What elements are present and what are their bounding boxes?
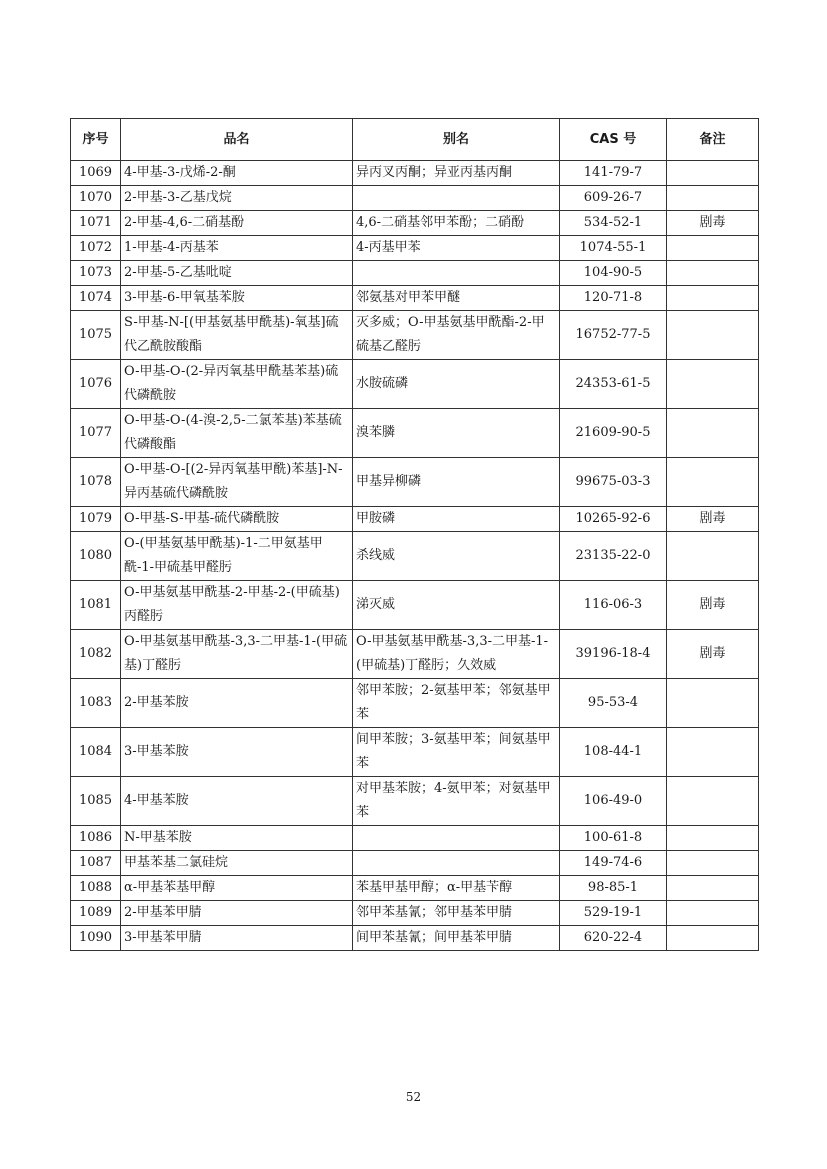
cell-name: N-甲基苯胺 (121, 826, 353, 851)
cell-no: 1072 (71, 236, 121, 261)
cell-note (667, 261, 759, 286)
cell-name: 3-甲基苯胺 (121, 728, 353, 777)
cell-name: 2-甲基苯胺 (121, 679, 353, 728)
cell-alias: 间甲苯胺；3-氨基甲苯；间氨基甲苯 (353, 728, 560, 777)
table-row (71, 630, 759, 679)
cell-cas: 149-74-6 (560, 851, 667, 876)
cell-no: 1083 (71, 679, 121, 728)
cell-note (667, 926, 759, 951)
cell-name: O-甲基-O-(2-异丙氧基甲酰基苯基)硫代磷酰胺 (121, 360, 353, 409)
cell-cas: 529-19-1 (560, 901, 667, 926)
cell-alias: 甲基异柳磷 (353, 458, 560, 507)
cell-cas: 99675-03-3 (560, 458, 667, 507)
cell-no: 1082 (71, 630, 121, 679)
table-row (71, 851, 759, 876)
cell-name: 4-甲基苯胺 (121, 777, 353, 826)
header-no: 序号 (71, 119, 121, 161)
table-row (71, 876, 759, 901)
cell-name: 3-甲基-6-甲氧基苯胺 (121, 286, 353, 311)
cell-cas: 116-06-3 (560, 581, 667, 630)
table-row (71, 507, 759, 532)
cell-cas: 98-85-1 (560, 876, 667, 901)
cell-name: 2-甲基-3-乙基戊烷 (121, 186, 353, 211)
cell-note (667, 901, 759, 926)
cell-name: S-甲基-N-[(甲基氨基甲酰基)-氧基]硫代乙酰胺酸酯 (121, 311, 353, 360)
cell-no: 1077 (71, 409, 121, 458)
cell-name: O-甲基-O-[(2-异丙氧基甲酰)苯基]-N-异丙基硫代磷酰胺 (121, 458, 353, 507)
cell-alias: 灭多威；O-甲基氨基甲酰酯-2-甲硫基乙醛肟 (353, 311, 560, 360)
header-alias: 别名 (353, 119, 560, 161)
cell-cas: 10265-92-6 (560, 507, 667, 532)
cell-note (667, 728, 759, 777)
cell-no: 1087 (71, 851, 121, 876)
cell-note (667, 286, 759, 311)
cell-cas: 95-53-4 (560, 679, 667, 728)
table-body (71, 161, 759, 951)
cell-note (667, 311, 759, 360)
cell-note (667, 186, 759, 211)
cell-cas: 24353-61-5 (560, 360, 667, 409)
cell-alias (353, 851, 560, 876)
table-row (71, 679, 759, 728)
cell-note: 剧毒 (667, 507, 759, 532)
cell-name: 1-甲基-4-丙基苯 (121, 236, 353, 261)
page-number: 52 (405, 1090, 422, 1104)
header-note: 备注 (667, 119, 759, 161)
cell-cas: 39196-18-4 (560, 630, 667, 679)
cell-alias: 4,6-二硝基邻甲苯酚；二硝酚 (353, 211, 560, 236)
table-row (71, 532, 759, 581)
cell-note: 剧毒 (667, 630, 759, 679)
cell-note (667, 851, 759, 876)
chemical-table (70, 118, 759, 951)
cell-name: 2-甲基-5-乙基吡啶 (121, 261, 353, 286)
cell-cas: 100-61-8 (560, 826, 667, 851)
cell-no: 1070 (71, 186, 121, 211)
table-row (71, 581, 759, 630)
cell-alias (353, 261, 560, 286)
table-row (71, 777, 759, 826)
cell-no: 1086 (71, 826, 121, 851)
table-row (71, 261, 759, 286)
cell-alias (353, 186, 560, 211)
cell-no: 1085 (71, 777, 121, 826)
cell-cas: 534-52-1 (560, 211, 667, 236)
table-row (71, 360, 759, 409)
cell-no: 1088 (71, 876, 121, 901)
cell-name: O-(甲基氨基甲酰基)-1-二甲氨基甲酰-1-甲硫基甲醛肟 (121, 532, 353, 581)
cell-name: 4-甲基-3-戊烯-2-酮 (121, 161, 353, 186)
cell-note (667, 236, 759, 261)
cell-alias: 苯基甲基甲醇；α-甲基苄醇 (353, 876, 560, 901)
cell-note (667, 458, 759, 507)
cell-note (667, 532, 759, 581)
cell-name: 2-甲基-4,6-二硝基酚 (121, 211, 353, 236)
cell-cas: 609-26-7 (560, 186, 667, 211)
cell-alias: 异丙叉丙酮；异亚丙基丙酮 (353, 161, 560, 186)
cell-name: 2-甲基苯甲腈 (121, 901, 353, 926)
cell-alias (353, 826, 560, 851)
cell-note (667, 876, 759, 901)
cell-no: 1078 (71, 458, 121, 507)
header-name: 品名 (121, 119, 353, 161)
cell-cas: 23135-22-0 (560, 532, 667, 581)
table-row (71, 458, 759, 507)
cell-cas: 106-49-0 (560, 777, 667, 826)
cell-cas: 16752-77-5 (560, 311, 667, 360)
cell-cas: 620-22-4 (560, 926, 667, 951)
cell-name: O-甲基氨基甲酰基-2-甲基-2-(甲硫基)丙醛肟 (121, 581, 353, 630)
cell-alias: 杀线威 (353, 532, 560, 581)
cell-note: 剧毒 (667, 581, 759, 630)
cell-name: O-甲基-O-(4-溴-2,5-二氯苯基)苯基硫代磷酸酯 (121, 409, 353, 458)
cell-note: 剧毒 (667, 211, 759, 236)
table-row (71, 728, 759, 777)
cell-no: 1079 (71, 507, 121, 532)
cell-no: 1073 (71, 261, 121, 286)
cell-alias: 溴苯膦 (353, 409, 560, 458)
cell-no: 1080 (71, 532, 121, 581)
table-row (71, 311, 759, 360)
cell-no: 1075 (71, 311, 121, 360)
table-row (71, 926, 759, 951)
cell-alias: O-甲基氨基甲酰基-3,3-二甲基-1-(甲硫基)丁醛肟；久效威 (353, 630, 560, 679)
cell-alias: 邻氨基对甲苯甲醚 (353, 286, 560, 311)
cell-alias: 邻甲苯基氰；邻甲基苯甲腈 (353, 901, 560, 926)
cell-no: 1076 (71, 360, 121, 409)
cell-no: 1084 (71, 728, 121, 777)
table-row (71, 161, 759, 186)
cell-cas: 108-44-1 (560, 728, 667, 777)
cell-alias: 对甲基苯胺；4-氨甲苯；对氨基甲苯 (353, 777, 560, 826)
cell-note (667, 161, 759, 186)
cell-name: O-甲基-S-甲基-硫代磷酰胺 (121, 507, 353, 532)
cell-cas: 141-79-7 (560, 161, 667, 186)
header-cas: CAS 号 (560, 119, 667, 161)
table-row (71, 901, 759, 926)
cell-no: 1069 (71, 161, 121, 186)
cell-cas: 104-90-5 (560, 261, 667, 286)
cell-name: O-甲基氨基甲酰基-3,3-二甲基-1-(甲硫基)丁醛肟 (121, 630, 353, 679)
cell-alias: 涕灭威 (353, 581, 560, 630)
cell-note (667, 360, 759, 409)
cell-name: α-甲基苯基甲醇 (121, 876, 353, 901)
table-row (71, 236, 759, 261)
cell-no: 1089 (71, 901, 121, 926)
cell-no: 1071 (71, 211, 121, 236)
cell-cas: 120-71-8 (560, 286, 667, 311)
cell-cas: 21609-90-5 (560, 409, 667, 458)
cell-no: 1074 (71, 286, 121, 311)
cell-name: 甲基苯基二氯硅烷 (121, 851, 353, 876)
table-row (71, 826, 759, 851)
cell-alias: 甲胺磷 (353, 507, 560, 532)
cell-name: 3-甲基苯甲腈 (121, 926, 353, 951)
cell-no: 1090 (71, 926, 121, 951)
table-row (71, 211, 759, 236)
cell-note (667, 409, 759, 458)
table-row (71, 186, 759, 211)
cell-note (667, 826, 759, 851)
cell-no: 1081 (71, 581, 121, 630)
cell-alias: 邻甲苯胺；2-氨基甲苯；邻氨基甲苯 (353, 679, 560, 728)
table-header (71, 119, 759, 161)
cell-note (667, 777, 759, 826)
table-row (71, 409, 759, 458)
cell-alias: 4-丙基甲苯 (353, 236, 560, 261)
table-row (71, 286, 759, 311)
cell-cas: 1074-55-1 (560, 236, 667, 261)
cell-note (667, 679, 759, 728)
cell-alias: 水胺硫磷 (353, 360, 560, 409)
cell-alias: 间甲苯基氰；间甲基苯甲腈 (353, 926, 560, 951)
